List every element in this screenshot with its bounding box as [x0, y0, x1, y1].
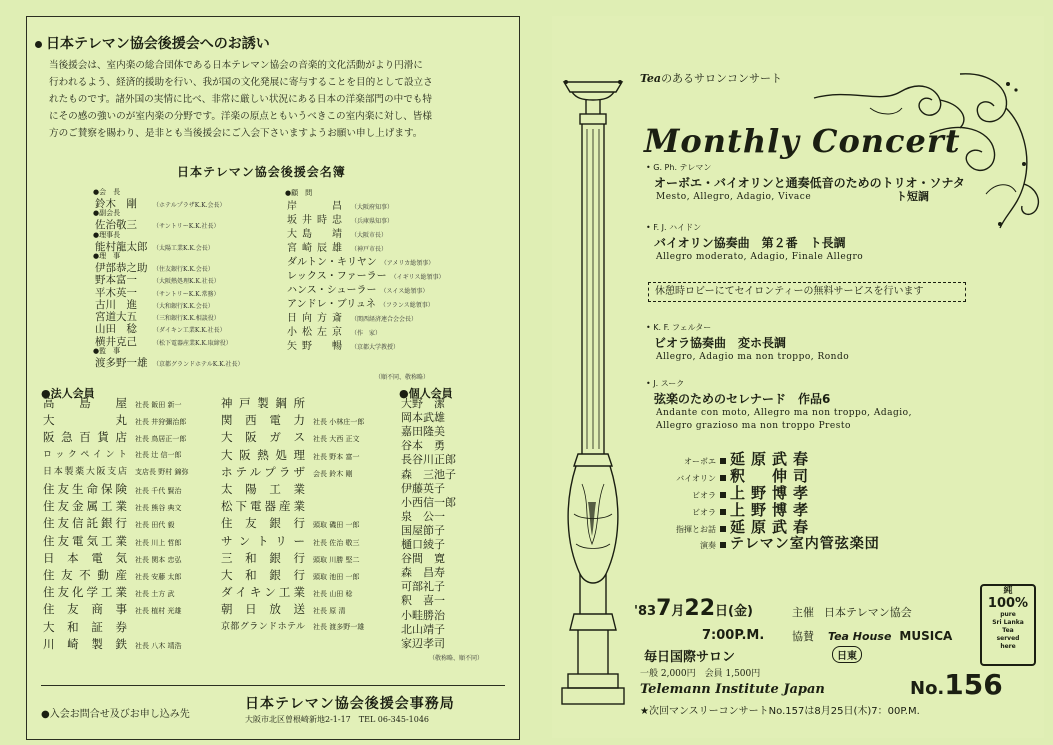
- divider: [41, 685, 505, 686]
- individual-member: 可部礼子: [401, 580, 445, 594]
- corporate-row: [221, 601, 345, 617]
- advisor-name: 坂井時忠: [287, 215, 347, 226]
- officer-role: ●理事長: [93, 230, 121, 239]
- corporate-row: [221, 429, 359, 445]
- office-address: 大阪市北区曽根崎新地2-1-17 TEL 06-345-1046: [245, 715, 430, 724]
- square-bullet-icon: [720, 458, 726, 464]
- advisors-label: ●顧 問: [285, 189, 313, 197]
- individual-member: 森 昌寿: [401, 566, 445, 580]
- officer-name: 能村龍太郎: [95, 240, 148, 253]
- company-representative: 社長 大西 正文: [313, 435, 360, 444]
- company-representative: 社長 川上 哲郎: [135, 538, 182, 547]
- square-bullet-icon: [720, 526, 726, 532]
- advisor-name: ハンス・シューラー: [287, 285, 377, 296]
- corporate-row: [221, 481, 313, 497]
- company-name: 大和銀行: [221, 568, 305, 582]
- advisor-affiliation: （フランス総領事）: [379, 302, 434, 309]
- advisor-row: [287, 337, 399, 352]
- company-name: ダイキン工業: [221, 585, 305, 600]
- institute-name: Telemann Institute Japan: [640, 682, 825, 697]
- company-representative: 社長 飯田 新一: [135, 401, 182, 409]
- officer-row: [95, 355, 243, 370]
- bullet-icon: [35, 41, 42, 48]
- advisor-row: [287, 197, 393, 212]
- officer-name: 山田 稔: [95, 323, 137, 336]
- performer-name: 上野博孝: [730, 484, 815, 502]
- officer-role: ●監 事: [93, 347, 121, 355]
- badge-line: Tea: [1002, 627, 1014, 634]
- advisor-row: [287, 281, 428, 296]
- movements: Allegro, Adagio ma non troppo, Rondo: [656, 352, 850, 362]
- officer-affiliation: （ホテルプラザK.K.会長）: [153, 202, 226, 209]
- officer-role: ●理 事: [93, 251, 121, 260]
- column-illustration: [560, 74, 626, 724]
- advisor-row: [287, 253, 434, 268]
- corporate-row: [221, 498, 313, 514]
- company-name: サントリー: [221, 533, 305, 548]
- invite-line: れたものです。諸外国の実情に比べ、非常に厳しい状況にある日本の洋楽部門の中でも特: [49, 94, 432, 105]
- badge-line: Sri Lanka: [992, 619, 1024, 626]
- corporate-row: [221, 464, 352, 480]
- advisor-affiliation: （京都大学教授）: [351, 344, 400, 351]
- movements: Mesto, Allegro, Adagio, Vivace: [656, 192, 812, 202]
- corporate-row: [221, 567, 359, 583]
- invite-heading: 日本テレマン協会後援会へのお誘い: [35, 33, 270, 53]
- composer: • J. スーク: [646, 379, 685, 388]
- company-representative: 社長 鳥居正一郎: [135, 435, 187, 444]
- advisor-affiliation: （関西経済連合会会長）: [351, 316, 418, 323]
- company-representative: 社長 井狩彌治郎: [135, 418, 187, 427]
- corporate-row: [43, 533, 181, 549]
- company-representative: 頭取 磯田 一郎: [313, 521, 360, 530]
- company-name: 三和銀行: [221, 550, 305, 565]
- corporate-row: [221, 584, 352, 600]
- company-name: 住友銀行: [221, 516, 305, 531]
- company-name: 朝日放送: [221, 602, 305, 617]
- company-representative: 支店長 野村 錦弥: [135, 467, 189, 476]
- work-title: バイオリン協奏曲 第２番 ト長調: [654, 236, 846, 250]
- intermission-notice: 休憩時ロビーにてセイロンティーの無料サービスを行います: [648, 282, 966, 302]
- square-bullet-icon: [720, 475, 726, 481]
- advisor-affiliation: （スイス総領事）: [380, 288, 429, 295]
- company-name: 阪急百貨店: [43, 430, 127, 445]
- company-name: ホテルプラザ: [221, 464, 305, 479]
- advisor-row: [287, 267, 445, 282]
- company-representative: 社長 佐治 敬三: [313, 538, 360, 547]
- company-name: 神戸製鋼所: [221, 396, 305, 410]
- company-name: 太陽工業: [221, 482, 305, 496]
- date-weekday: (金): [728, 604, 753, 619]
- corporate-row: [43, 464, 188, 477]
- company-name: 日本製薬大阪支店: [43, 466, 127, 477]
- advisor-name: ダルトン・キリヤン: [287, 257, 377, 268]
- corporate-row: [221, 550, 359, 566]
- company-name: 大丸: [43, 413, 127, 428]
- company-representative: 社長 土方 武: [135, 590, 175, 599]
- supporters: 協賛 Tea House MUSICA: [792, 629, 953, 643]
- corporate-row: [221, 533, 359, 549]
- individual-member: 大野 潔: [401, 397, 445, 410]
- performer-name: 釈 伸司: [730, 467, 815, 485]
- advisor-affiliation: （神戸市長）: [351, 246, 388, 253]
- teahouse-logo: Tea House: [828, 630, 892, 643]
- individual-members-label: ●個人会員: [399, 387, 453, 400]
- company-representative: 社長 安藤 太郎: [135, 573, 182, 581]
- work-title: 弦楽のためのセレナード 作品6: [654, 392, 831, 406]
- company-representative: 会長 鈴木 剛: [313, 469, 353, 478]
- performer-role: オーボエ: [684, 457, 716, 466]
- composer: • G. Ph. テレマン: [646, 163, 712, 172]
- officer-role: ●会 長: [93, 188, 121, 196]
- advisor-row: [287, 309, 417, 324]
- individual-member: 泉 公一: [401, 509, 445, 523]
- advisor-name: 小松左京: [287, 327, 347, 338]
- advisor-row: [287, 323, 381, 338]
- musica-logo: MUSICA: [899, 629, 953, 643]
- officer-name: 平木英一: [95, 286, 137, 299]
- advisors-footnote: （順不同、敬称略）: [375, 374, 430, 381]
- advisor-row: [287, 295, 434, 310]
- officer-affiliation: （大阪熱処理K.K.社長）: [153, 278, 220, 286]
- company-name: 大和証券: [43, 619, 127, 634]
- individual-member: 森 三池子: [401, 467, 456, 481]
- date-year: '83: [634, 604, 657, 619]
- corporate-members-label: ●法人会員: [41, 387, 95, 400]
- series-title: [640, 70, 782, 86]
- concert-panel: [552, 16, 1044, 738]
- date-day: 22: [684, 596, 716, 621]
- work-title: オーボエ・バイオリンと通奏低音のためのトリオ・ソナタ: [654, 176, 965, 190]
- individuals-footnote: （敬称略、順不同）: [429, 655, 484, 662]
- corporate-row: [43, 447, 181, 460]
- advisor-name: 大島 靖: [287, 229, 347, 240]
- composer: • K. F. フェルター: [646, 323, 712, 332]
- corporate-row: [43, 481, 181, 497]
- square-bullet-icon: [720, 492, 726, 498]
- individual-member: 嘉田隆美: [401, 425, 445, 439]
- movements-continued: Allegro grazioso ma non troppo Presto: [656, 421, 851, 431]
- individual-member: 家辺孝司: [401, 636, 445, 650]
- advisor-row: [287, 211, 393, 226]
- company-representative: 社長 熊谷 典文: [135, 504, 182, 513]
- performer-role: 指揮とお話: [676, 525, 716, 534]
- corporate-row: [221, 447, 359, 463]
- concert-time: 7:00P.M.: [702, 628, 765, 643]
- movements: Andante con moto, Allegro ma non troppo, Adagio,: [656, 408, 912, 418]
- advisor-affiliation: （イギリス総領事）: [390, 274, 445, 281]
- company-name: 住友信託銀行: [43, 516, 127, 531]
- officer-affiliation: （松下電器産業K.K.取締役）: [153, 339, 232, 347]
- corporate-row: [43, 584, 174, 600]
- company-representative: 社長 渡多野一雄: [313, 622, 365, 631]
- performer-role: 演奏: [700, 541, 716, 550]
- advisor-name: 日向方斎: [287, 313, 347, 324]
- individual-member: 小西信一郎: [401, 495, 456, 509]
- corporate-row: [43, 412, 186, 428]
- officer-name: 古川 進: [95, 298, 137, 311]
- main-title: Monthly Concert: [644, 122, 961, 160]
- officer-affiliation: （大和銀行K.K.会長）: [153, 302, 214, 310]
- company-representative: 社長 原 清: [313, 607, 346, 616]
- officer-affiliation: （ダイキン工業K.K.社長）: [153, 327, 226, 335]
- badge-line: served: [996, 635, 1020, 642]
- individual-member: 岡本武雄: [401, 411, 445, 425]
- office-name: 日本テレマン協会後援会事務局: [245, 696, 455, 712]
- officer-affiliation: （住友銀行K.K.会長）: [153, 265, 214, 273]
- officer-name: 鈴木 剛: [95, 198, 137, 210]
- company-name: 大阪ガス: [221, 430, 305, 445]
- officer-role: ●副会長: [93, 209, 121, 218]
- company-representative: 社長 八木 靖浩: [135, 641, 182, 650]
- company-name: 高島屋: [43, 396, 127, 410]
- company-name: 住友化学工業: [43, 585, 127, 600]
- corporate-row: [43, 515, 174, 531]
- invite-line: にその感の強いのが室内楽の分野です。洋楽の原点ともいうべきこの室内楽に対し、皆様: [49, 111, 432, 122]
- corporate-row: [43, 498, 181, 514]
- officer-name: 佐治敬三: [95, 219, 137, 232]
- advisor-name: アンドレ・ブリュネ: [287, 299, 376, 310]
- square-bullet-icon: [720, 542, 726, 548]
- advisor-row: [287, 239, 387, 254]
- advisor-row: [287, 225, 387, 240]
- series-suffix: のあるサロンコンサート: [661, 72, 783, 85]
- tea-prefix: Tea: [640, 72, 662, 85]
- company-name: ロックペイント: [43, 449, 127, 460]
- company-representative: 頭取 川勝 堅二: [313, 555, 360, 564]
- performer-role: バイオリン: [676, 474, 716, 483]
- individual-member: 谷本 勇: [401, 439, 445, 453]
- corporate-row: [43, 636, 181, 652]
- concert-date: '837月22日(金): [634, 596, 753, 621]
- sponsor: 主催 日本テレマン協会: [792, 606, 912, 619]
- square-bullet-icon: [720, 509, 726, 515]
- officer-name: 宮道大五: [95, 311, 137, 324]
- nitto-logo: 日東: [832, 646, 862, 663]
- individual-member: 釈 喜一: [401, 594, 445, 608]
- corporate-row: [43, 567, 181, 583]
- company-representative: 頭取 池田 一郎: [313, 573, 360, 581]
- individual-member: 長谷川正郎: [401, 453, 456, 467]
- performer-name: テレマン室内管弦楽団: [730, 536, 880, 552]
- officer-name: 渡多野一雄: [95, 357, 148, 369]
- company-name: 住友不動産: [43, 568, 127, 582]
- officer-affiliation: （サントリーK.K.社長）: [153, 223, 220, 231]
- company-name: 関西電力: [221, 413, 305, 428]
- company-representative: 社長 千代 賢治: [135, 487, 182, 495]
- invite-line: 方のご賛察を賜わり、是非とも当後援会にご入会下さいますようお願い申し上げます。: [49, 128, 423, 139]
- corporate-row: [43, 429, 186, 445]
- officer-name: 横井克己: [95, 335, 137, 348]
- performer-role: ビオラ: [692, 508, 716, 517]
- performer-name: 上野博孝: [730, 501, 815, 519]
- corporate-row: [43, 619, 135, 635]
- issue-number: No.156: [910, 668, 1003, 701]
- corporate-row: [43, 601, 181, 617]
- corporate-row: [221, 395, 313, 411]
- advisor-affiliation: （作 家）: [351, 330, 382, 337]
- badge-line: here: [1000, 643, 1016, 650]
- officer-affiliation: （三和銀行K.K.相談役）: [153, 315, 220, 323]
- ticket-price: 一般 2,000円 会員 1,500円: [640, 669, 761, 679]
- officer-affiliation: （太陽工業K.K.会長）: [153, 244, 214, 252]
- company-representative: 社長 野本 富一: [313, 452, 360, 461]
- concert-venue: 毎日国際サロン: [644, 650, 736, 665]
- company-name: 川崎製鉄: [43, 636, 127, 651]
- corporate-row: [221, 619, 364, 632]
- company-name: 住友電気工業: [43, 533, 127, 548]
- officer-name: 伊部恭之助: [95, 261, 148, 274]
- advisor-affiliation: （兵庫県知事）: [351, 218, 394, 225]
- roster-title: 日本テレマン協会後援会名簿: [177, 165, 346, 179]
- invite-line: 当後援会は、室内楽の総合団体である日本テレマン協会の音楽的文化活動がより円滑に: [49, 60, 423, 71]
- work-title-continued: ト短調: [896, 190, 929, 203]
- invite-paragraph: [49, 57, 433, 142]
- corporate-row: [43, 550, 181, 566]
- tea-badge: 純 100% pure Sri Lanka Tea served here: [980, 584, 1036, 666]
- corporate-row: [43, 395, 181, 411]
- badge-line: pure: [1000, 611, 1016, 618]
- advisor-name: 岸 昌: [287, 201, 347, 212]
- company-name: 大阪熱処理: [221, 447, 305, 462]
- company-name: 京都グランドホテル: [221, 621, 305, 632]
- individual-member: 国屋節子: [401, 523, 445, 537]
- company-name: 日本電気: [43, 550, 127, 565]
- supporters-panel: [26, 16, 520, 740]
- advisor-affiliation: （アメリカ総領事）: [380, 260, 435, 267]
- officer-affiliation: （京都グランドホテルK.K.社長）: [153, 361, 244, 368]
- officer-affiliation: （サントリーK.K.常務）: [153, 290, 220, 298]
- company-representative: 社長 小林庄一郎: [313, 418, 365, 427]
- officer-name: 野本富一: [95, 274, 137, 287]
- company-representative: 社長 田代 毅: [135, 521, 175, 530]
- company-name: 住友生命保険: [43, 482, 127, 496]
- date-month: 7: [656, 596, 672, 621]
- individual-member: 谷間 寛: [401, 552, 445, 566]
- corporate-row: [221, 412, 364, 428]
- corporate-row: [221, 515, 359, 531]
- performer-name: 延原武春: [730, 450, 815, 468]
- company-representative: 社長 植村 光雄: [135, 607, 182, 616]
- movements: Allegro moderato, Adagio, Finale Allegro: [656, 252, 864, 262]
- work-title: ビオラ協奏曲 変ホ長調: [654, 336, 787, 350]
- company-name: 住友商事: [43, 602, 127, 617]
- performer-row: [624, 533, 880, 553]
- individual-member: 伊藤英子: [401, 481, 445, 495]
- advisor-name: レックス・ファーラー: [287, 271, 387, 282]
- advisor-name: 矢野 暢: [287, 341, 347, 352]
- company-representative: 社長 関本 忠弘: [135, 555, 182, 564]
- composer: • F. J. ハイドン: [646, 223, 702, 232]
- company-name: 松下電器産業: [221, 499, 305, 514]
- performer-name: 延原武春: [730, 518, 815, 536]
- individual-member: 樋口綾子: [401, 538, 445, 551]
- contact-label: ●入会お問合せ及びお申し込み先: [41, 709, 190, 720]
- company-name: 住友金属工業: [43, 499, 127, 514]
- individual-member: 北山靖子: [401, 622, 445, 636]
- individual-member: 小畦勝治: [401, 608, 445, 622]
- invite-line: 行われるよう、経済的援助を行い、我が国の文化発展に寄与することを目的として設立さ: [49, 77, 433, 88]
- company-representative: 社長 山田 稔: [313, 590, 353, 599]
- advisor-affiliation: （大阪市長）: [351, 232, 388, 239]
- advisor-affiliation: （大阪府知事）: [351, 204, 394, 211]
- performer-role: ビオラ: [692, 491, 716, 500]
- next-concert: ★次回マンスリーコンサートNo.157は8月25日(木)7：00P.M.: [640, 706, 920, 717]
- company-representative: 社長 辻 信一郎: [135, 450, 182, 459]
- advisor-name: 宮崎辰雄: [287, 243, 347, 254]
